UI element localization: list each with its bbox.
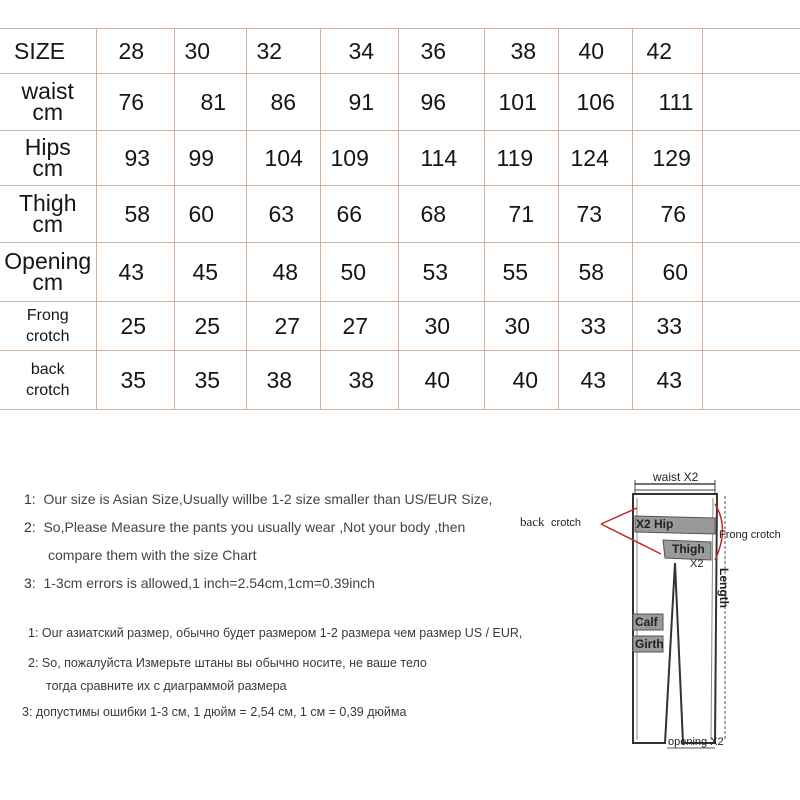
row-label: waist cm [0, 74, 96, 131]
table-row [0, 74, 800, 131]
table-cell: 68 [398, 186, 484, 243]
empty-cell [702, 74, 800, 131]
note-en-3: 3: 1-3cm errors is allowed,1 inch=2.54cm,1cm=0.39inch [24, 575, 375, 591]
table-cell: 25 [96, 302, 174, 351]
row-label: back crotch [0, 351, 96, 410]
table-row [0, 131, 800, 186]
empty-cell [702, 29, 800, 74]
table-cell: 30 [398, 302, 484, 351]
note-ru-1: 1: Our азиатский размер, обычно будет размером 1-2 размера чем размер US / EUR, [28, 626, 523, 640]
table-cell: 30 [484, 302, 558, 351]
table-cell: 43 [96, 243, 174, 302]
table-cell: 27 [320, 302, 398, 351]
note-en-1: 1: Our size is Asian Size,Usually willbe 1-2 size smaller than US/EUR Size, [24, 491, 493, 507]
table-cell: 73 [558, 186, 632, 243]
table-cell: 60 [174, 186, 246, 243]
table-cell: 43 [558, 351, 632, 410]
empty-cell [702, 302, 800, 351]
empty-cell [702, 186, 800, 243]
hip-label: X2 Hip [636, 517, 674, 531]
note-ru-2: 2: So, пожалуйста Измерьте штаны вы обычно носите, не ваше тело [28, 656, 427, 670]
table-cell: 35 [96, 351, 174, 410]
table-cell: 91 [320, 74, 398, 131]
table-cell: 106 [558, 74, 632, 131]
note-ru-2-cont: тогда сравните их с диаграммой размера [46, 679, 287, 693]
empty-cell [702, 131, 800, 186]
size-cell: 28 [96, 29, 174, 74]
row-label: Hips cm [0, 131, 96, 186]
table-cell: 104 [246, 131, 320, 186]
size-cell: 36 [398, 29, 484, 74]
back-crotch-label: back crotch [520, 514, 582, 529]
table-cell: 101 [484, 74, 558, 131]
table-cell: 27 [246, 302, 320, 351]
row-label: Thigh cm [0, 186, 96, 243]
thigh-x2-label: X2 [690, 558, 704, 570]
note-en-2-cont: compare them with the size Chart [48, 547, 257, 563]
table-cell: 38 [320, 351, 398, 410]
table-cell: 33 [632, 302, 702, 351]
thigh-label: Thigh [672, 542, 705, 556]
table-cell: 76 [96, 74, 174, 131]
table-cell: 81 [174, 74, 246, 131]
note-ru-3: 3: допустимы ошибки 1-3 см, 1 дюйм = 2,54 см, 1 см = 0,39 дюйма [22, 705, 407, 719]
pants-outline-svg [515, 468, 800, 753]
empty-cell [702, 243, 800, 302]
table-cell: 109 [320, 131, 398, 186]
table-cell: 114 [398, 131, 484, 186]
table-cell: 45 [174, 243, 246, 302]
size-cell: 38 [484, 29, 558, 74]
table-cell: 25 [174, 302, 246, 351]
pants-measurement-diagram [515, 468, 800, 753]
empty-cell [702, 351, 800, 410]
table-header-row [0, 29, 800, 74]
table-row [0, 351, 800, 410]
table-cell: 111 [632, 74, 702, 131]
table-row [0, 186, 800, 243]
table-cell: 60 [632, 243, 702, 302]
table-cell: 48 [246, 243, 320, 302]
table-cell: 40 [484, 351, 558, 410]
frong-crotch-label: Frong crotch [719, 529, 781, 541]
table-cell: 96 [398, 74, 484, 131]
size-chart-table [0, 28, 800, 410]
calf-label: Calf [635, 615, 658, 629]
table-cell: 43 [632, 351, 702, 410]
table-cell: 55 [484, 243, 558, 302]
table-cell: 58 [96, 186, 174, 243]
table-cell: 38 [246, 351, 320, 410]
row-label: Opening cm [0, 243, 96, 302]
table-cell: 33 [558, 302, 632, 351]
length-label: Length [717, 568, 731, 608]
table-cell: 40 [398, 351, 484, 410]
table-cell: 63 [246, 186, 320, 243]
size-cell: 40 [558, 29, 632, 74]
table-cell: 50 [320, 243, 398, 302]
table-cell: 119 [484, 131, 558, 186]
note-en-2: 2: So,Please Measure the pants you usually wear ,Not your body ,then [24, 519, 466, 535]
size-cell: 42 [632, 29, 702, 74]
size-cell: 34 [320, 29, 398, 74]
table-cell: 66 [320, 186, 398, 243]
table-row [0, 243, 800, 302]
opening-label: opening X2 [668, 736, 724, 748]
row-label: Frong crotch [0, 302, 96, 351]
table-cell: 53 [398, 243, 484, 302]
waist-label: waist X2 [653, 470, 699, 484]
table-cell: 71 [484, 186, 558, 243]
table-cell: 76 [632, 186, 702, 243]
table-cell: 124 [558, 131, 632, 186]
size-header-cell: SIZE [0, 29, 96, 74]
table-cell: 129 [632, 131, 702, 186]
table-cell: 99 [174, 131, 246, 186]
table-cell: 35 [174, 351, 246, 410]
table-cell: 93 [96, 131, 174, 186]
table-cell: 58 [558, 243, 632, 302]
size-cell: 30 [174, 29, 246, 74]
table-row [0, 302, 800, 351]
size-cell: 32 [246, 29, 320, 74]
table-cell: 86 [246, 74, 320, 131]
girth-label: Girth [635, 637, 664, 651]
